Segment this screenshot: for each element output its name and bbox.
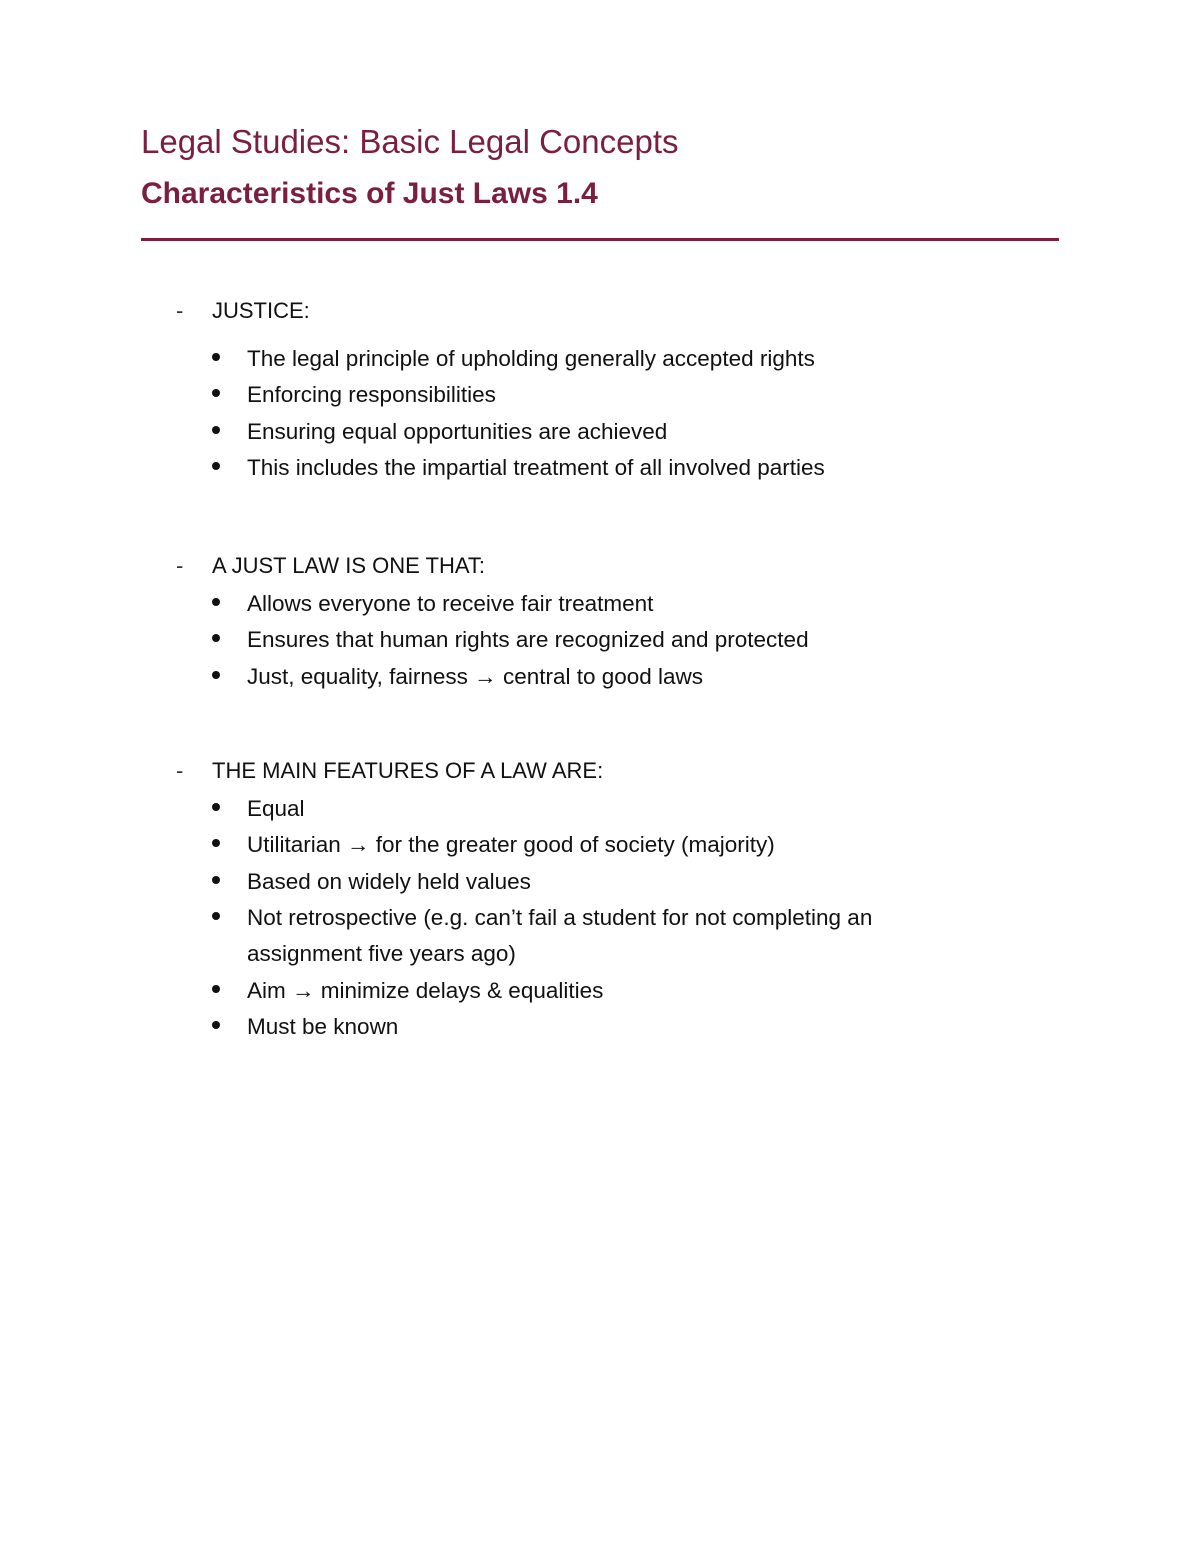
list-item-text: Enforcing responsibilities <box>247 382 496 408</box>
list-item-text: Based on widely held values <box>247 868 531 894</box>
section-heading: A JUST LAW IS ONE THAT: <box>212 553 486 578</box>
title-divider <box>141 238 1059 241</box>
section-heading: JUSTICE: <box>212 298 310 323</box>
bullet-icon <box>212 671 220 679</box>
bullet-icon <box>212 876 220 884</box>
list-item-text: Ensures that human rights are recognized and protected <box>247 627 809 653</box>
section-dash: - <box>176 298 184 323</box>
section-dash: - <box>176 758 184 783</box>
bullet-icon <box>212 462 220 470</box>
list-item-text: Just, equality, fairness → central to good laws <box>247 663 704 689</box>
page-subtitle: Characteristics of Just Laws 1.4 <box>141 177 598 210</box>
list-item-text: Must be known <box>247 1014 399 1040</box>
list-item-text: Not retrospective (e.g. can’t fail a student for not completing an assignment five years ago) <box>247 905 873 967</box>
bullet-icon <box>212 912 220 920</box>
bullet-icon <box>212 389 220 397</box>
list-item-text: Allows everyone to receive fair treatment <box>247 591 654 616</box>
bullet-icon <box>212 839 220 847</box>
list-item-text: Ensuring equal opportunities are achieved <box>247 418 668 444</box>
section-dash: - <box>176 553 184 578</box>
list-item-text: Equal <box>247 796 305 821</box>
bullet-icon <box>212 634 220 642</box>
bullet-icon <box>212 426 220 434</box>
bullet-icon <box>212 353 220 361</box>
page-title: Legal Studies: Basic Legal Concepts <box>141 123 679 160</box>
list-item-text: Aim → minimize delays & equalities <box>247 977 604 1003</box>
bullet-icon <box>212 985 220 993</box>
list-item-text: The legal principle of upholding generally accepted rights <box>247 346 815 371</box>
bullet-icon <box>212 1021 220 1029</box>
bullet-icon <box>212 803 220 811</box>
list-item-text: This includes the impartial treatment of all involved parties <box>247 455 825 481</box>
bullet-icon <box>212 598 220 606</box>
list-item-text: Utilitarian → for the greater good of society (majority) <box>247 832 775 858</box>
section-heading: THE MAIN FEATURES OF A LAW ARE: <box>212 758 604 783</box>
